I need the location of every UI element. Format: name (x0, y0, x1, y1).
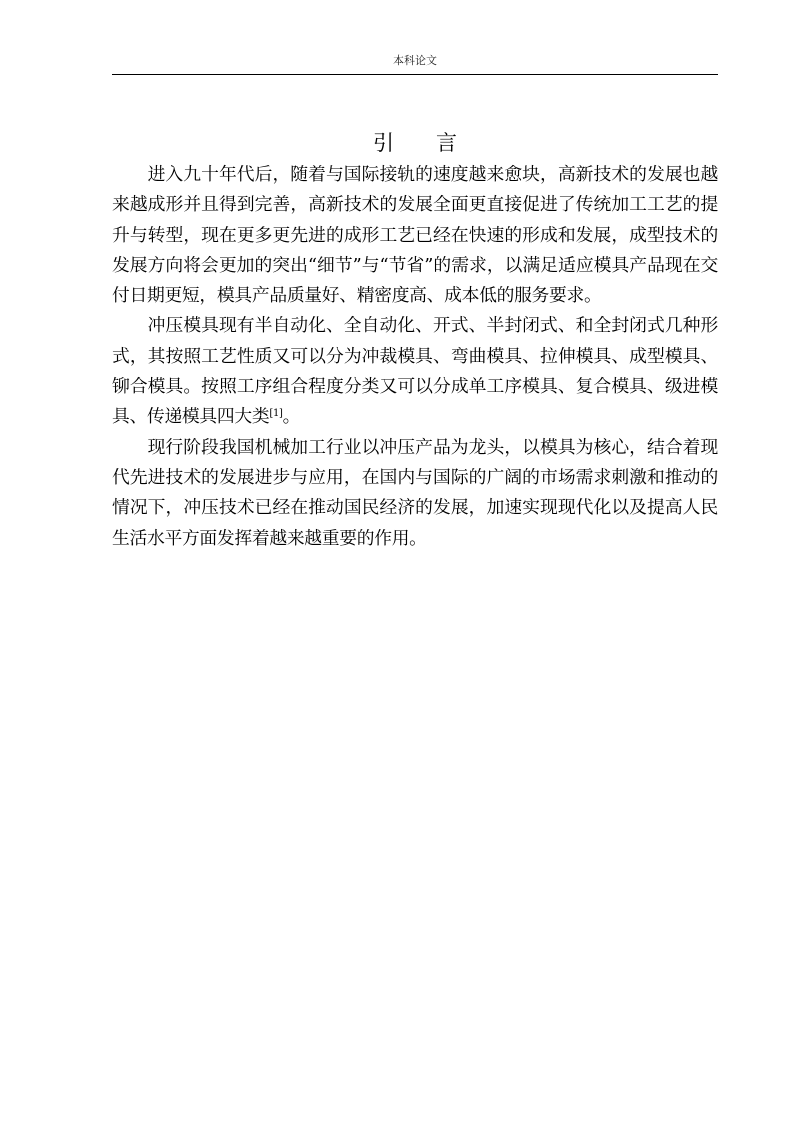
section-title-char-1: 引 (373, 131, 394, 155)
paragraph-3 (112, 433, 718, 554)
paragraph-2-text: 冲压模具现有半自动化、全自动化、开式、半封闭式、和全封闭式几种形式，其按照工艺性质又可以分为冲裁模具、弯曲模具、拉伸模具、成型模具、铆合模具。按照工序组合程度分类又可以分成单工序模具、复合模具、级进模具、传递模具四大类 (112, 315, 718, 428)
paragraph-2-end: 。 (282, 406, 301, 428)
running-header-title: 本科论文 (393, 54, 437, 67)
paragraph-3-text: 现行阶段我国机械加工行业以冲压产品为龙头，以模具为核心，结合着现代先进技术的发展进步与应用，在国内与国际的广阔的市场需求刺激和推动的情况下，冲压技术已经在推动国民经济的发展，加速实现现代化以及提高人民生活水平方面发挥着越来越重要的作用。 (112, 436, 718, 549)
citation-marker: [1] (269, 408, 283, 420)
section-title-char-2: 言 (436, 131, 457, 155)
running-header (112, 53, 718, 75)
paragraph-1 (112, 160, 718, 311)
paragraph-1-text: 进入九十年代后，随着与国际接轨的速度越来愈块，高新技术的发展也越来越成形并且得到完善，高新技术的发展全面更直接促进了传统加工工艺的提升与转型，现在更多更先进的成形工艺已经在快速的形成和发展，成型技术的发展方向将会更加的突出“细节”与“节省”的需求，以满足适应模具产品现在交付日期更短，模具产品质量好、精密度高、成本低的服务要求。 (112, 164, 718, 307)
body-text (112, 160, 718, 554)
paragraph-2 (112, 311, 718, 432)
section-title (112, 130, 718, 156)
